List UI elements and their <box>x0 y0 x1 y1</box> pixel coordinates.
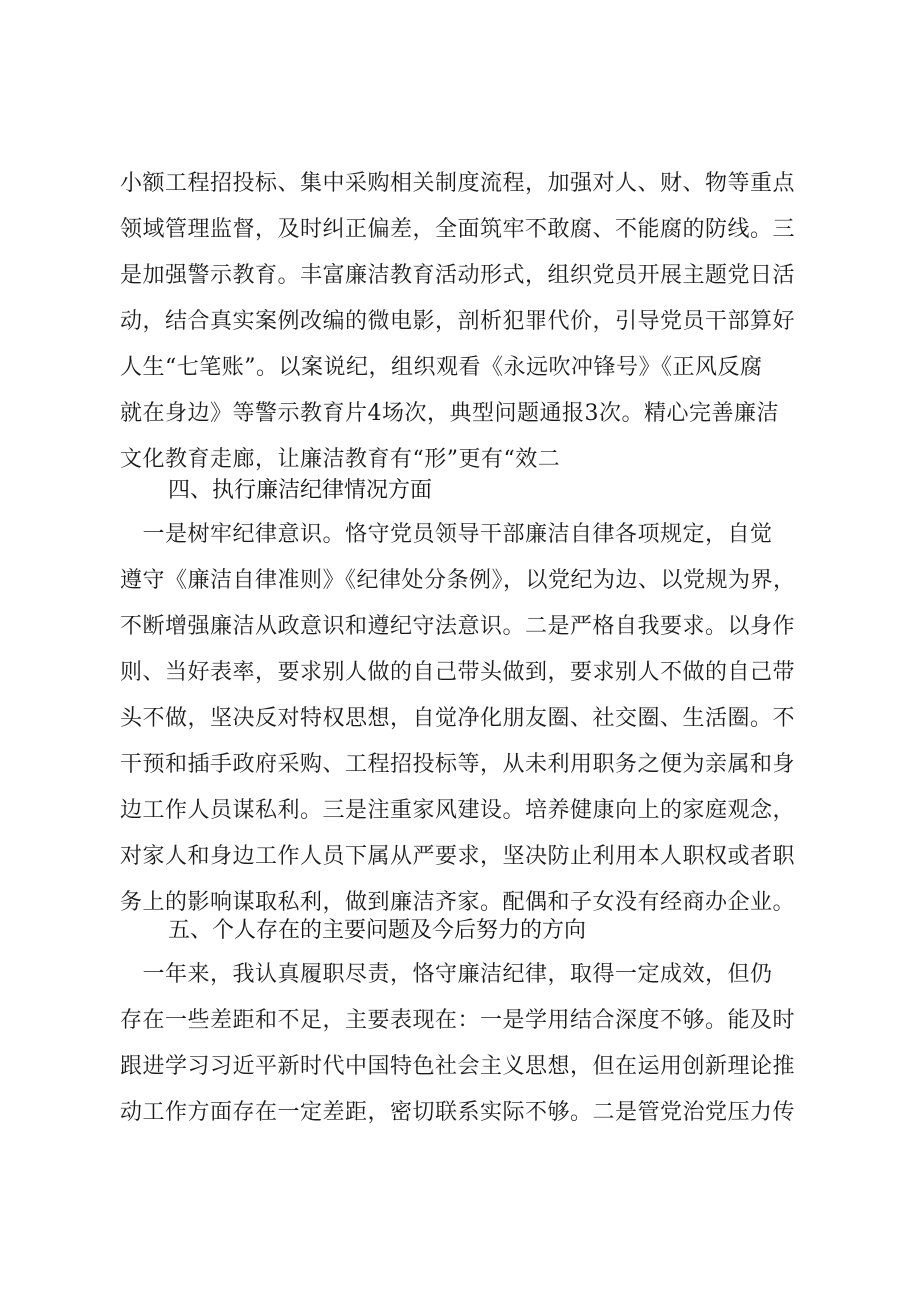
paragraph-line: 文化教育走廊，让廉洁教育有“形”更有“效二 <box>120 447 561 472</box>
section-5-paragraph <box>120 952 820 1136</box>
paragraph-line: 一是树牢纪律意识。恪守党员领导干部廉洁自律各项规定，自觉 <box>120 522 773 547</box>
section-4-heading: 四、执行廉洁纪律情况方面 <box>168 478 433 503</box>
paragraph-line: 跟进学习习近平新时代中国特色社会主义思想，但在运用创新理论推 <box>120 1054 796 1079</box>
section-4-paragraph <box>120 512 820 926</box>
paragraph-line: 人生“七笔账”。以案说纪，组织观看《永远吹冲锋号》《正风反腐 <box>120 355 763 380</box>
paragraph-line: 头不做，坚决反对特权思想，自觉净化朋友圈、社交圈、生活圈。不 <box>120 706 796 731</box>
paragraph-line: 存在一些差距和不足，主要表现在：一是学用结合深度不够。能及时 <box>120 1008 796 1033</box>
paragraph-line: 遵守《廉洁自律准则》《纪律处分条例》，以党纪为边、以党规为界， <box>120 568 796 593</box>
section-5-heading: 五、个人存在的主要问题及今后努力的方向 <box>168 918 587 943</box>
paragraph-line: 领域管理监督，及时纠正偏差，全面筑牢不敢腐、不能腐的防线。三 <box>120 217 796 242</box>
paragraph-line: 是加强警示教育。丰富廉洁教育活动形式，组织党员开展主题党日活 <box>120 263 796 288</box>
paragraph-line: 务上的影响谋取私利，做到廉洁齐家。配偶和子女没有经商办企业。 <box>120 890 796 915</box>
paragraph-line: 边工作人员谋私利。三是注重家风建设。培养健康向上的家庭观念， <box>120 798 796 823</box>
paragraph-line: 就在身边》等警示教育片4场次，典型问题通报3次。精心完善廉洁 <box>120 401 779 426</box>
paragraph-line: 动工作方面存在一定差距，密切联系实际不够。二是管党治党压力传 <box>120 1100 796 1125</box>
paragraph-line: 动，结合真实案例改编的微电影，剖析犯罪代价，引导党员干部算好 <box>120 309 796 334</box>
section-3-continuation-paragraph <box>120 161 820 483</box>
paragraph-line: 则、当好表率，要求别人做的自己带头做到，要求别人不做的自己带 <box>120 660 796 685</box>
paragraph-line: 一年来，我认真履职尽责，恪守廉洁纪律，取得一定成效，但仍 <box>120 962 773 987</box>
paragraph-line: 小额工程招投标、集中采购相关制度流程，加强对人、财、物等重点 <box>120 171 796 196</box>
paragraph-line: 不断增强廉洁从政意识和遵纪守法意识。二是严格自我要求。以身作 <box>120 614 796 639</box>
paragraph-line: 干预和插手政府采购、工程招投标等，从未利用职务之便为亲属和身 <box>120 752 796 777</box>
paragraph-line: 对家人和身边工作人员下属从严要求，坚决防止利用本人职权或者职 <box>120 844 796 869</box>
